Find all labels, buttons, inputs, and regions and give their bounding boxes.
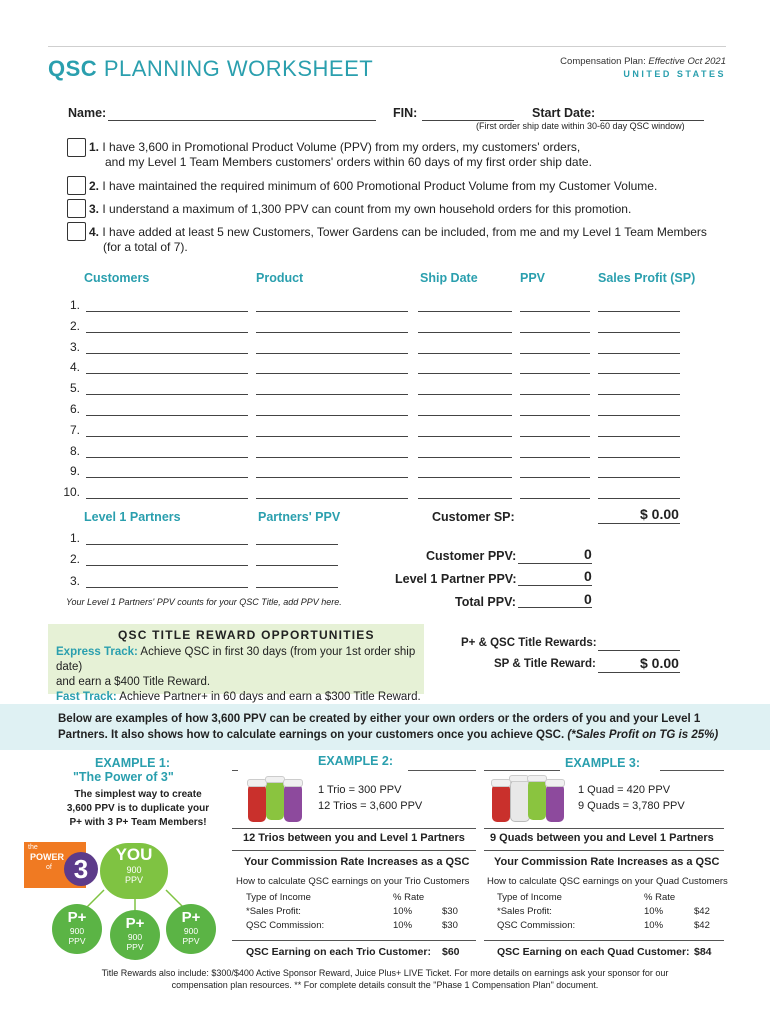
partner-row-number: 2. [69, 552, 80, 566]
table-cell-sales-profit[interactable] [598, 394, 680, 395]
col-header-customers: Customers [84, 271, 150, 285]
table-cell-sales-profit[interactable] [598, 373, 680, 374]
table-cell-sales-profit[interactable] [598, 353, 680, 354]
col-header-partners-ppv: Partners' PPV [258, 510, 341, 524]
row-number: 9. [69, 464, 80, 478]
table-cell-ship-date[interactable] [418, 373, 512, 374]
table-cell-customer[interactable] [86, 436, 248, 437]
example3-earn-label: QSC Earning on each Quad Customer: [497, 946, 690, 958]
table-cell-ship-date[interactable] [418, 415, 512, 416]
start-date-note: (First order ship date within 30-60 day QSC window) [476, 121, 685, 131]
power-3-badge: 3 [64, 852, 98, 886]
partner-name-field[interactable] [86, 544, 248, 545]
example2-heading: 12 Trios between you and Level 1 Partners [243, 832, 465, 844]
checkbox-1[interactable] [67, 138, 86, 157]
partner-name-field[interactable] [86, 587, 248, 588]
table-cell-sales-profit[interactable] [598, 415, 680, 416]
example2-divider-2 [232, 850, 476, 851]
table-cell-customer[interactable] [86, 457, 248, 458]
row-number: 1. [69, 298, 80, 312]
row-number: 3. [69, 340, 80, 354]
example2-col-rate: % Rate [393, 892, 425, 903]
partners-note: Your Level 1 Partners' PPV counts for your QSC Title, add PPV here. [66, 597, 342, 607]
checkbox-2[interactable] [67, 176, 86, 195]
title-rewards-label: P+ & QSC Title Rewards: [461, 637, 597, 649]
example3-row2-rate: 10% [644, 920, 664, 931]
table-cell-ship-date[interactable] [418, 332, 512, 333]
example3-earn-value: $84 [694, 946, 712, 958]
customer-ppv-value: 0 [584, 546, 592, 562]
example3-col-income: Type of Income [497, 892, 562, 903]
example3-row1-amount: $42 [694, 906, 710, 917]
footer-note: Title Rewards also include: $300/$400 Active Sponsor Reward, Juice Plus+ LIVE Ticket. For more details on earnings ask your sponsor for our compensation plan resources. ** For complete details consult the "Phase 1 Compensation Plan" document. [101, 968, 669, 990]
reward-text: Express Track: Achieve QSC in first 30 days (from your 1st order ship date) and earn a $400 Title Reward. Fast Track: Achieve Partner+ in 60 days and earn a $300 Title Reward. [56, 646, 421, 703]
table-cell-product[interactable] [256, 332, 408, 333]
name-label: Name: [68, 106, 107, 120]
partner-row-number: 3. [69, 574, 80, 588]
partner-node-3: P+ 900 PPV [166, 904, 216, 954]
customer-sp-field[interactable] [598, 523, 680, 524]
sp-title-reward-field[interactable] [598, 672, 680, 673]
table-cell-product[interactable] [256, 415, 408, 416]
example2-divider-1 [232, 828, 476, 829]
table-cell-ppv[interactable] [520, 332, 590, 333]
example2-row2-rate: 10% [393, 920, 413, 931]
table-cell-ship-date[interactable] [418, 477, 512, 478]
example2-conversion: 1 Trio = 300 PPV 12 Trios = 3,600 PPV [318, 784, 423, 812]
table-cell-ship-date[interactable] [418, 353, 512, 354]
table-cell-ship-date[interactable] [418, 457, 512, 458]
sp-title-reward-value: $ 0.00 [640, 655, 679, 671]
table-cell-ship-date[interactable] [418, 311, 512, 312]
page-title: QSC PLANNING WORKSHEET [48, 56, 374, 81]
table-cell-product[interactable] [256, 457, 408, 458]
row-number: 8. [69, 444, 80, 458]
example2-row1-amount: $30 [442, 906, 458, 917]
example3-heading: 9 Quads between you and Level 1 Partners [490, 832, 714, 844]
example1-title: EXAMPLE 1: [95, 756, 171, 770]
example3-row2-type: QSC Commission: [497, 920, 576, 931]
customer-ppv-field[interactable] [518, 563, 592, 564]
reward-heading: QSC TITLE REWARD OPPORTUNITIES [118, 628, 375, 642]
partner-node-1: P+ 900 PPV [52, 904, 102, 954]
example2-rule-right [408, 770, 476, 771]
table-cell-ppv[interactable] [520, 498, 590, 499]
checkbox-3[interactable] [67, 199, 86, 218]
example3-commission: Your Commission Rate Increases as a QSC [494, 856, 720, 868]
table-cell-product[interactable] [256, 477, 408, 478]
table-cell-product[interactable] [256, 311, 408, 312]
table-cell-ppv[interactable] [520, 436, 590, 437]
col-header-sales-profit: Sales Profit (SP) [598, 271, 696, 285]
col-header-level1-partners: Level 1 Partners [84, 510, 181, 524]
example2-commission: Your Commission Rate Increases as a QSC [244, 856, 470, 868]
row-number: 6. [69, 402, 80, 416]
partner-node-2: P+ 900 PPV [110, 910, 160, 960]
customer-ppv-label: Customer PPV: [426, 549, 517, 563]
header-rule [48, 46, 726, 47]
example2-earn-label: QSC Earning on each Trio Customer: [246, 946, 431, 958]
example3-rule-left [484, 770, 560, 771]
table-cell-customer[interactable] [86, 415, 248, 416]
table-cell-ppv[interactable] [520, 311, 590, 312]
checklist-item-2: 2. I have maintained the required minimum of 600 Promotional Product Volume from my Customer Volume. [89, 179, 658, 193]
title-rewards-field[interactable] [598, 650, 680, 651]
example3-howto: How to calculate QSC earnings on your Quad Customers [487, 876, 728, 887]
partner-ppv-value: 0 [584, 568, 592, 584]
name-field[interactable] [108, 120, 376, 121]
customer-sp-value: $ 0.00 [640, 506, 679, 522]
trio-product-image [244, 776, 306, 824]
row-number: 7. [69, 423, 80, 437]
row-number: 10. [63, 485, 80, 499]
power-of-3-logo: the POWER of [24, 842, 86, 888]
row-number: 5. [69, 381, 80, 395]
example2-row2-amount: $30 [442, 920, 458, 931]
start-date-label: Start Date: [532, 106, 596, 120]
table-cell-product[interactable] [256, 373, 408, 374]
table-cell-ppv[interactable] [520, 415, 590, 416]
table-cell-customer[interactable] [86, 311, 248, 312]
total-ppv-field[interactable] [518, 607, 592, 608]
checklist-item-1: 1. I have 3,600 in Promotional Product Volume (PPV) from my orders, my customers' orders, and my Level 1 Team Members customers' orders within 60 days of my first order ship date. [89, 140, 592, 169]
table-cell-sales-profit[interactable] [598, 457, 680, 458]
checklist-item-4: 4. I have added at least 5 new Customers, Tower Gardens can be included, from me and my Level 1 Team Members (for a total of 7). [89, 225, 707, 254]
table-cell-customer[interactable] [86, 477, 248, 478]
table-cell-sales-profit[interactable] [598, 477, 680, 478]
example3-row2-amount: $42 [694, 920, 710, 931]
example2-title: EXAMPLE 2: [318, 754, 394, 768]
table-cell-customer[interactable] [86, 498, 248, 499]
example2-row1-rate: 10% [393, 906, 413, 917]
table-cell-ppv[interactable] [520, 477, 590, 478]
partner-row-number: 1. [69, 531, 80, 545]
partner-ppv-field[interactable] [256, 544, 338, 545]
col-header-product: Product [256, 271, 304, 285]
table-cell-product[interactable] [256, 353, 408, 354]
table-cell-product[interactable] [256, 436, 408, 437]
col-header-ppv: PPV [520, 271, 546, 285]
col-header-ship-date: Ship Date [420, 271, 478, 285]
table-cell-ppv[interactable] [520, 457, 590, 458]
example3-row1-type: *Sales Profit: [497, 906, 552, 917]
table-cell-ppv[interactable] [520, 373, 590, 374]
table-cell-sales-profit[interactable] [598, 498, 680, 499]
example2-howto: How to calculate QSC earnings on your Trio Customers [236, 876, 470, 887]
table-cell-customer[interactable] [86, 332, 248, 333]
example2-rule-left [232, 770, 238, 771]
row-number: 2. [69, 319, 80, 333]
example3-divider-3 [484, 940, 724, 941]
example2-row1-type: *Sales Profit: [246, 906, 301, 917]
table-cell-ship-date[interactable] [418, 498, 512, 499]
partner-ppv-field[interactable] [518, 585, 592, 586]
table-cell-ship-date[interactable] [418, 436, 512, 437]
table-cell-product[interactable] [256, 498, 408, 499]
example3-divider-1 [484, 828, 724, 829]
quad-product-image [488, 774, 568, 824]
table-cell-product[interactable] [256, 394, 408, 395]
sp-title-reward-label: SP & Title Reward: [494, 658, 596, 670]
fin-label: FIN: [393, 106, 418, 120]
table-cell-ppv[interactable] [520, 353, 590, 354]
example3-col-rate: % Rate [644, 892, 676, 903]
example1-subtitle: "The Power of 3" [73, 770, 174, 784]
example2-divider-3 [232, 940, 476, 941]
total-ppv-label: Total PPV: [455, 595, 516, 609]
compensation-plan-note: Compensation Plan: Effective Oct 2021 UNITED STATES [560, 56, 726, 79]
example2-earn-value: $60 [442, 946, 460, 958]
total-ppv-value: 0 [584, 591, 592, 607]
example3-conversion: 1 Quad = 420 PPV 9 Quads = 3,780 PPV [578, 784, 685, 812]
table-cell-ship-date[interactable] [418, 394, 512, 395]
examples-intro-text: Below are examples of how 3,600 PPV can be created by either your own orders or the orders of you and your Level 1 Partners. It also shows how to calculate earnings on your customers once you achieve QSC. (*Sales Profit on TG is 25%) [58, 713, 719, 741]
example2-row2-type: QSC Commission: [246, 920, 325, 931]
example3-rule-right [660, 770, 724, 771]
table-cell-sales-profit[interactable] [598, 436, 680, 437]
table-cell-sales-profit[interactable] [598, 332, 680, 333]
partner-ppv-label: Level 1 Partner PPV: [395, 572, 517, 586]
table-cell-sales-profit[interactable] [598, 311, 680, 312]
example3-row1-rate: 10% [644, 906, 664, 917]
example2-col-income: Type of Income [246, 892, 311, 903]
customer-sp-label: Customer SP: [432, 510, 515, 524]
example3-divider-2 [484, 850, 724, 851]
partner-ppv-field[interactable] [256, 587, 338, 588]
table-cell-ppv[interactable] [520, 394, 590, 395]
table-cell-customer[interactable] [86, 353, 248, 354]
example3-title: EXAMPLE 3: [565, 756, 641, 770]
checkbox-4[interactable] [67, 222, 86, 241]
you-node: YOU 900 PPV [100, 843, 168, 899]
table-cell-customer[interactable] [86, 394, 248, 395]
table-cell-customer[interactable] [86, 373, 248, 374]
partner-name-field[interactable] [86, 565, 248, 566]
partner-ppv-field[interactable] [256, 565, 338, 566]
example1-description: The simplest way to create 3,600 PPV is to duplicate your P+ with 3 P+ Team Members! [66, 789, 210, 828]
checklist-item-3: 3. I understand a maximum of 1,300 PPV can count from my own household orders for this promotion. [89, 202, 632, 216]
row-number: 4. [69, 360, 80, 374]
